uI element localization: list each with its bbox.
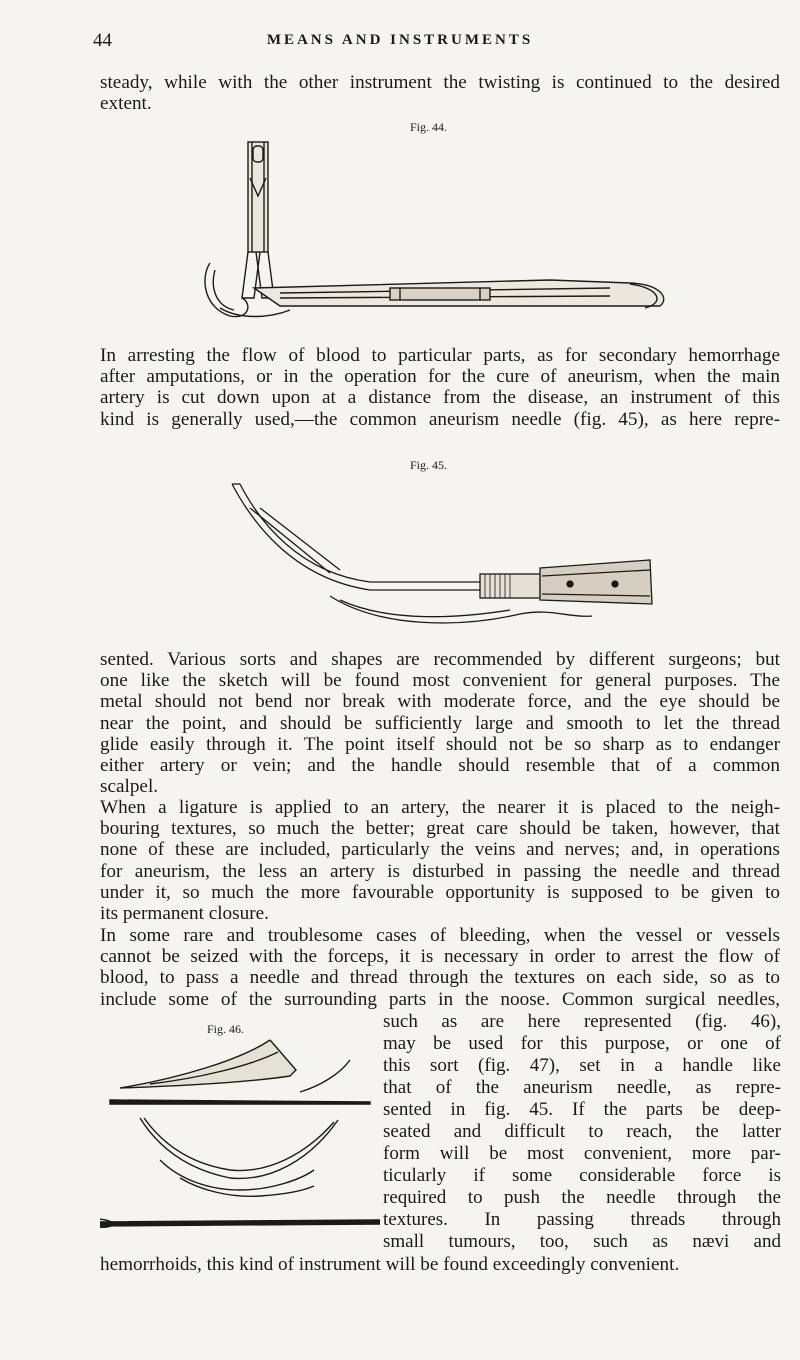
text-line: this sort (fig. 47), set in a handle like [383, 1055, 781, 1076]
text-line: extent. [100, 93, 152, 115]
text-line: required to push the needle through the [383, 1187, 781, 1208]
paragraph-final-line [100, 1254, 780, 1275]
paragraph-bleeding [100, 925, 780, 1010]
fig45-caption: Fig. 45. [410, 458, 448, 472]
fig46-surgical-needles-illustration [100, 1030, 380, 1250]
text-line: sented. Various sorts and shapes are recommended by different surgeons; but [100, 649, 780, 670]
text-line: cannot be seized with the forceps, it is necessary in order to arrest the flow of [100, 946, 780, 968]
text-line: scalpel. [100, 776, 159, 798]
fig45-aneurism-needle-illustration [220, 478, 660, 638]
text-line: none of these are included, particularly the veins and nerves; and, in operations [100, 839, 780, 861]
page-header [0, 30, 800, 54]
fig44-caption: Fig. 44. [410, 120, 448, 134]
text-line: small tumours, too, such as nævi and [383, 1231, 781, 1252]
text-line: steady, while with the other instrument the twisting is continued to the desired [100, 72, 780, 93]
text-line: either artery or vein; and the handle should resemble that of a common [100, 755, 780, 777]
text-line: include some of the surrounding parts in the noose. Common surgical needles, [100, 988, 780, 1010]
fig46-caption: Fig. 46. [207, 1022, 245, 1036]
text-line: may be used for this purpose, or one of [383, 1033, 781, 1054]
paragraph-needle-description [100, 649, 780, 797]
text-line: form will be most convenient, more par- [383, 1143, 781, 1164]
text-line: When a ligature is applied to an artery, the nearer it is placed to the neigh- [100, 797, 780, 818]
text-line: for aneurism, the less an artery is disturbed in passing the needle and thread [100, 860, 780, 882]
paragraph-wrap-text [383, 1011, 781, 1253]
text-line: that of the aneurism needle, as repre- [383, 1077, 781, 1098]
text-line: such as are here represented (fig. 46), [383, 1011, 781, 1032]
text-line: after amputations, or in the operation for the cure of aneurism, when the main [100, 366, 780, 388]
text-line: bouring textures, so much the better; great care should be taken, however, that [100, 818, 780, 840]
text-line: near the point, and should be sufficiently large and smooth to let the thread [100, 712, 780, 734]
text-line: textures. In passing threads through [383, 1209, 781, 1230]
text-line: metal should not bend nor break with moderate force, and the eye should be [100, 691, 780, 713]
intro-paragraph [100, 72, 780, 114]
fig44-forceps-illustration [190, 138, 690, 328]
text-line: blood, to pass a needle and thread through the textures on each side, so as to [100, 967, 780, 989]
text-line: artery is cut down upon at a distance from the disease, an instrument of this [100, 387, 780, 409]
text-line: its permanent closure. [100, 903, 269, 925]
text-line: seated and difficult to reach, the latter [383, 1121, 781, 1142]
text-line: under it, so much the more favourable opportunity is supposed to be given to [100, 881, 780, 903]
text-line: hemorrhoids, this kind of instrument will be found exceedingly convenient. [100, 1254, 680, 1275]
paragraph-ligature [100, 797, 780, 924]
page-number: 44 [93, 30, 112, 51]
text-line: In some rare and troublesome cases of bleeding, when the vessel or vessels [100, 925, 780, 946]
text-line: one like the sketch will be found most convenient for general purposes. The [100, 670, 780, 692]
text-line: In arresting the flow of blood to particular parts, as for secondary hemorrhage [100, 345, 780, 366]
text-line: ticularly if some considerable force is [383, 1165, 781, 1186]
running-title: MEANS AND INSTRUMENTS [266, 32, 534, 48]
text-line: sented in fig. 45. If the parts be deep- [383, 1099, 781, 1120]
text-line: glide easily through it. The point itself should not be so sharp as to endanger [100, 733, 780, 755]
text-line: kind is generally used,—the common aneurism needle (fig. 45), as here repre- [100, 408, 780, 430]
paragraph-aneurism-needle [100, 345, 780, 430]
